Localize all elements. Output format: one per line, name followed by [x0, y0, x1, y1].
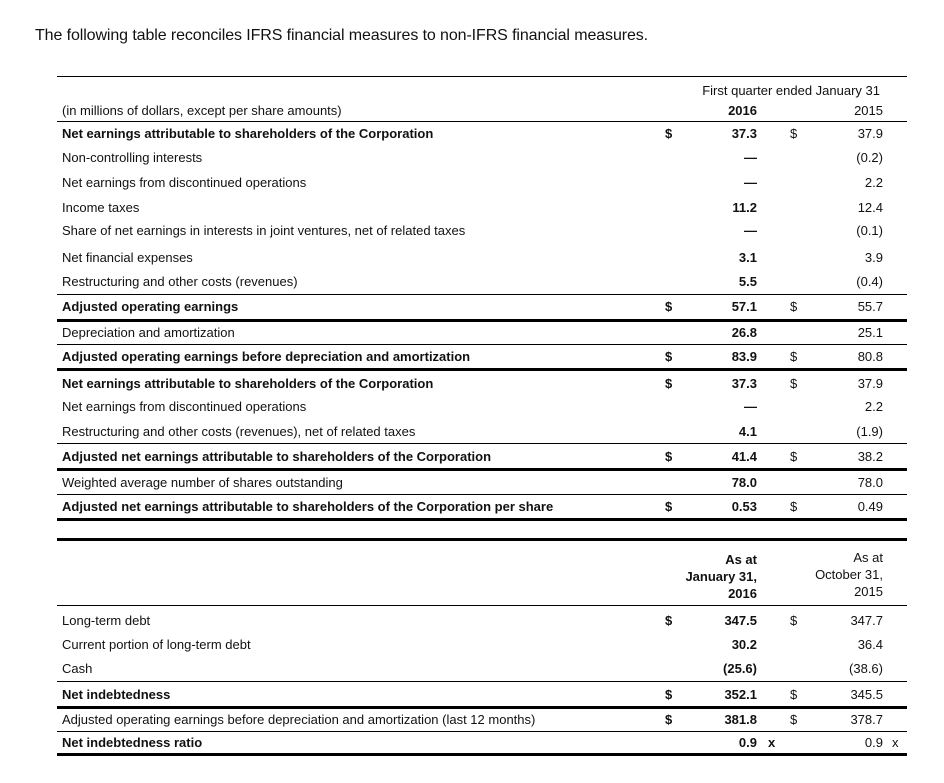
value-current: 11.2 — [732, 200, 757, 215]
row-label: Adjusted net earnings attributable to shareholders of the Corporation per share — [62, 499, 554, 514]
value-current: 41.4 — [731, 449, 757, 464]
value-current: — — [744, 399, 757, 414]
period-header: First quarter ended January 31 — [702, 83, 880, 98]
currency-sign: $ — [665, 349, 673, 364]
row-label: Net earnings from discontinued operations — [62, 175, 307, 190]
row-divider — [57, 753, 907, 756]
row-divider — [57, 294, 907, 295]
value-prior: 80.8 — [857, 349, 883, 364]
row-label: Net indebtedness — [62, 687, 171, 702]
row-divider — [57, 518, 907, 521]
table-row — [57, 634, 907, 656]
row-label: Depreciation and amortization — [62, 325, 235, 340]
value-current: 3.1 — [738, 250, 757, 265]
value-prior: (38.6) — [849, 661, 883, 676]
value-current: 83.9 — [731, 349, 757, 364]
table-row — [57, 197, 907, 219]
currency-sign: $ — [790, 499, 798, 514]
table1-top-rule — [57, 76, 907, 77]
table-row — [57, 496, 907, 518]
value-prior: 345.5 — [850, 687, 883, 702]
value-prior: 3.9 — [864, 250, 883, 265]
table-row — [57, 322, 907, 344]
table-row — [57, 123, 907, 145]
row-label: Adjusted operating earnings before depreciation and amortization (last 12 months) — [62, 712, 536, 727]
currency-sign: $ — [665, 126, 673, 141]
row-label: Adjusted operating earnings before depreciation and amortization — [62, 349, 471, 364]
value-prior: (1.9) — [856, 424, 883, 439]
value-prior: 36.4 — [857, 637, 883, 652]
currency-sign: $ — [790, 376, 798, 391]
value-current: 78.0 — [731, 475, 757, 490]
row-label: Net earnings attributable to shareholders of the Corporation — [62, 376, 434, 391]
value-current: 37.3 — [731, 376, 757, 391]
value-current: 57.1 — [731, 299, 757, 314]
table-row — [57, 296, 907, 318]
value-current: 381.8 — [724, 712, 757, 727]
table-row — [57, 373, 907, 395]
row-label: Adjusted net earnings attributable to shareholders of the Corporation — [62, 449, 492, 464]
table2-header-rule — [57, 605, 907, 606]
currency-sign: $ — [665, 613, 673, 628]
row-divider — [57, 468, 907, 471]
currency-sign: $ — [790, 299, 798, 314]
intro-text: The following table reconciles IFRS financial measures to non-IFRS financial measures. — [35, 27, 649, 44]
value-current: 347.5 — [724, 613, 757, 628]
value-current: 0.9 — [738, 735, 757, 750]
row-label: Net earnings from discontinued operations — [62, 399, 307, 414]
currency-sign: $ — [790, 349, 798, 364]
row-divider — [57, 494, 907, 495]
value-prior: (0.1) — [856, 223, 883, 238]
currency-sign: $ — [665, 499, 673, 514]
value-prior: 2.2 — [864, 399, 883, 414]
table2-top-rule — [57, 538, 907, 541]
row-label: Weighted average number of shares outstanding — [62, 475, 343, 490]
value-current: — — [744, 175, 757, 190]
currency-sign: $ — [790, 449, 798, 464]
row-divider — [57, 344, 907, 345]
value-prior: 78.0 — [857, 475, 883, 490]
row-label: Net financial expenses — [62, 250, 193, 265]
currency-sign: $ — [665, 449, 673, 464]
value-current: — — [744, 150, 757, 165]
value-prior: 25.1 — [857, 325, 883, 340]
value-prior: 37.9 — [857, 126, 883, 141]
currency-sign: $ — [665, 687, 673, 702]
value-current: 352.1 — [724, 687, 757, 702]
row-divider — [57, 443, 907, 444]
value-current: 0.53 — [731, 499, 757, 514]
value-prior: 37.9 — [857, 376, 883, 391]
table-row — [57, 220, 907, 242]
table2-col1-header — [600, 551, 757, 602]
row-label: Current portion of long-term debt — [62, 637, 251, 652]
col2-header-line: 2015 — [854, 584, 883, 599]
table2-col2-header — [760, 549, 883, 600]
table-row — [57, 346, 907, 368]
row-label: Long-term debt — [62, 613, 151, 628]
table-row — [57, 472, 907, 494]
currency-sign: $ — [790, 712, 798, 727]
value-current: (25.6) — [723, 661, 757, 676]
value-prior: 0.49 — [857, 499, 883, 514]
row-label: Income taxes — [62, 200, 140, 215]
table-row — [57, 658, 907, 680]
col1-header-line: 2016 — [728, 586, 757, 601]
value-current: 30.2 — [731, 637, 757, 652]
value-current: 26.8 — [731, 325, 757, 340]
ratio-unit: x — [768, 735, 776, 750]
table-row — [57, 396, 907, 418]
value-prior: 55.7 — [857, 299, 883, 314]
value-current: — — [744, 223, 757, 238]
row-label: Net earnings attributable to shareholders of the Corporation — [62, 126, 434, 141]
currency-sign: $ — [665, 376, 673, 391]
currency-sign: $ — [665, 299, 673, 314]
row-label: Adjusted operating earnings — [62, 299, 239, 314]
table1-header-row — [57, 100, 907, 122]
value-prior: 38.2 — [857, 449, 883, 464]
row-divider — [57, 368, 907, 371]
row-divider — [57, 681, 907, 682]
value-current: 5.5 — [738, 274, 757, 289]
row-label: Net indebtedness ratio — [62, 735, 203, 750]
value-prior: 2.2 — [864, 175, 883, 190]
col1-header-line: As at — [725, 552, 757, 567]
col2-header-line: October 31, — [815, 567, 883, 582]
col2-header-line: As at — [853, 550, 883, 565]
row-label: Share of net earnings in interests in joint ventures, net of related taxes — [62, 223, 466, 238]
value-prior: (0.2) — [856, 150, 883, 165]
row-label: Restructuring and other costs (revenues) — [62, 274, 298, 289]
col1-year: 2016 — [728, 103, 757, 118]
value-prior: 0.9 — [864, 735, 883, 750]
value-prior: 347.7 — [850, 613, 883, 628]
value-current: 4.1 — [738, 424, 757, 439]
table-row — [57, 732, 907, 754]
table-row — [57, 247, 907, 269]
units-label: (in millions of dollars, except per share amounts) — [62, 103, 342, 118]
table-row — [57, 147, 907, 169]
currency-sign: $ — [790, 613, 798, 628]
value-prior: 378.7 — [850, 712, 883, 727]
table-row — [57, 446, 907, 468]
table-row — [57, 172, 907, 194]
table-row — [57, 421, 907, 443]
value-prior: 12.4 — [857, 200, 883, 215]
table-row — [57, 684, 907, 706]
row-label: Restructuring and other costs (revenues), net of related taxes — [62, 424, 416, 439]
currency-sign: $ — [790, 126, 798, 141]
ratio-unit: x — [892, 735, 899, 750]
table-row — [57, 709, 907, 731]
value-current: 37.3 — [731, 126, 757, 141]
value-prior: (0.4) — [856, 274, 883, 289]
row-label: Cash — [62, 661, 93, 676]
table1-header-rule — [57, 121, 907, 122]
col1-header-line: January 31, — [685, 569, 757, 584]
row-label: Non-controlling interests — [62, 150, 203, 165]
table-row — [57, 610, 907, 632]
currency-sign: $ — [665, 712, 673, 727]
col2-year: 2015 — [854, 103, 883, 118]
currency-sign: $ — [790, 687, 798, 702]
table-row — [57, 271, 907, 293]
